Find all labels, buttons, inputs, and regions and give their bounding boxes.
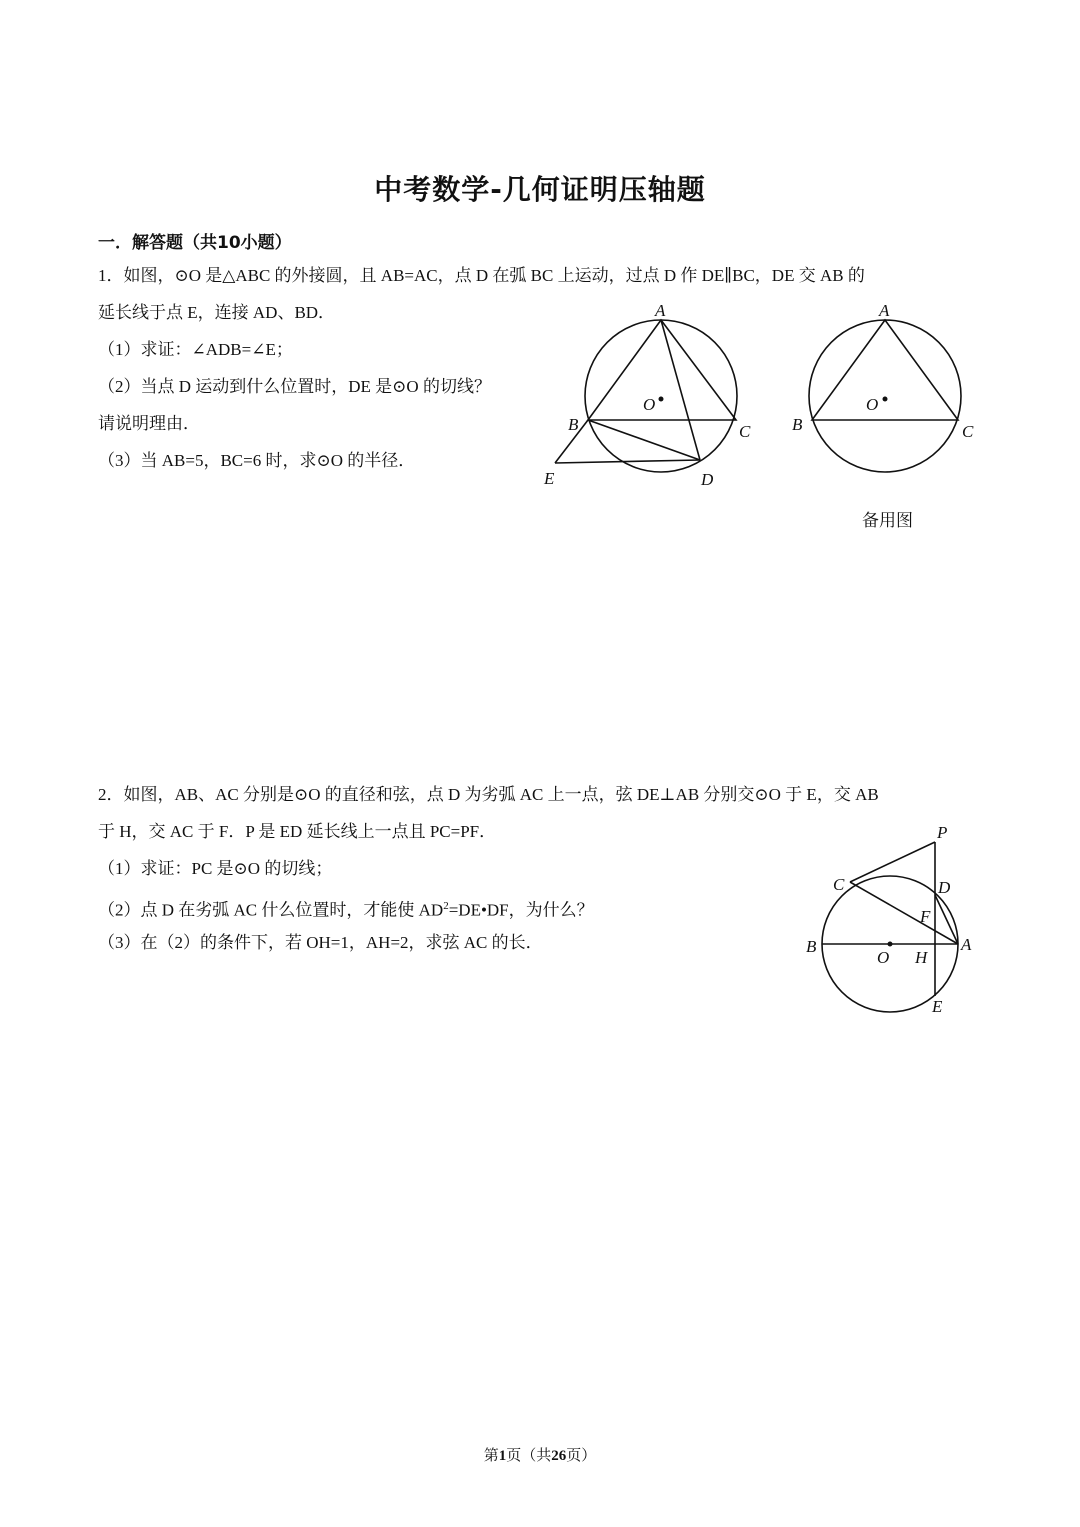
q1-backup-label-b: B xyxy=(792,415,803,434)
q2-part-2 xyxy=(98,894,594,923)
q1-figure xyxy=(530,298,770,498)
q2-line-2: 于 H，交 AC 于 F．P 是 ED 延长线上一点且 PC=PF． xyxy=(98,822,497,841)
footer-total-pages: 26 xyxy=(551,1448,567,1464)
q1-triangle-abc xyxy=(588,320,736,420)
q2-label-a: A xyxy=(961,935,972,954)
q2-label-o: O xyxy=(877,948,890,967)
q1-circle xyxy=(585,320,737,472)
footer-page-number: 1 xyxy=(498,1448,507,1464)
q2-part-2-text: （2）点 D 在劣弧 AC 什么位置时，才能使 AD xyxy=(98,900,444,920)
q1-backup-figure xyxy=(780,298,990,478)
q1-center-dot xyxy=(659,397,664,402)
footer-suffix: 页） xyxy=(566,1448,597,1464)
backup-figure-caption: 备用图 xyxy=(862,511,913,531)
q1-label-e: E xyxy=(544,469,555,488)
q1-backup-triangle xyxy=(812,320,958,420)
page-footer xyxy=(0,1444,1080,1465)
q2-label-b: B xyxy=(806,937,817,956)
footer-middle: 页（共 xyxy=(506,1448,552,1464)
q1-backup-label-a: A xyxy=(879,301,890,320)
q2-part-2-text-end: =DE•DF，为什么？ xyxy=(448,900,594,920)
q1-label-d: D xyxy=(701,470,714,489)
q2-label-e: E xyxy=(932,997,943,1016)
q2-label-h: H xyxy=(915,948,928,967)
q1-part-2b: 请说明理由． xyxy=(98,414,200,433)
q1-part-2a: （2）当点 D 运动到什么位置时，DE 是⊙O 的切线？ xyxy=(98,377,491,396)
q1-label-o: O xyxy=(643,395,656,414)
q1-label-b: B xyxy=(568,415,579,434)
q2-part-1: （1）求证：PC 是⊙O 的切线； xyxy=(98,859,333,878)
q1-segment-ad xyxy=(661,320,700,460)
section-heading: 一．解答题（共10小题） xyxy=(98,233,292,253)
q2-part-3: （3）在（2）的条件下，若 OH=1，AH=2，求弦 AC 的长． xyxy=(98,933,543,952)
page-title: 中考数学-几何证明压轴题 xyxy=(374,173,706,206)
q1-line-2: 延长线于点 E，连接 AD、BD． xyxy=(98,303,336,322)
q2-figure xyxy=(795,815,985,1020)
q2-label-p: P xyxy=(937,823,948,842)
q1-part-3: （3）当 AB=5，BC=6 时，求⊙O 的半径． xyxy=(98,451,416,470)
q1-backup-label-o: O xyxy=(866,395,879,414)
q1-label-a: A xyxy=(655,301,666,320)
q1-backup-circle xyxy=(809,320,961,472)
q1-part-1: （1）求证：∠ADB=∠E； xyxy=(98,340,293,359)
q1-backup-label-c: C xyxy=(962,422,974,441)
q2-label-d: D xyxy=(938,878,951,897)
q2-label-f: F xyxy=(920,907,931,926)
q1-segment-bd xyxy=(588,420,700,460)
footer-prefix: 第 xyxy=(483,1448,499,1464)
q1-line-1: 1．如图，⊙O 是△ABC 的外接圆，且 AB=AC，点 D 在弧 BC 上运动，过点 D 作 DE∥BC，DE 交 AB 的 xyxy=(98,266,865,285)
q2-label-c: C xyxy=(833,875,845,894)
q2-line-1: 2．如图，AB、AC 分别是⊙O 的直径和弦，点 D 为劣弧 AC 上一点，弦 DE⊥AB 分别交⊙O 于 E，交 AB xyxy=(98,785,879,804)
q1-backup-center-dot xyxy=(883,397,888,402)
q2-center-dot xyxy=(888,942,893,947)
q1-segment-de xyxy=(555,460,700,463)
q2-part-2-superscript: 2 xyxy=(443,900,449,912)
q1-label-c: C xyxy=(739,422,751,441)
